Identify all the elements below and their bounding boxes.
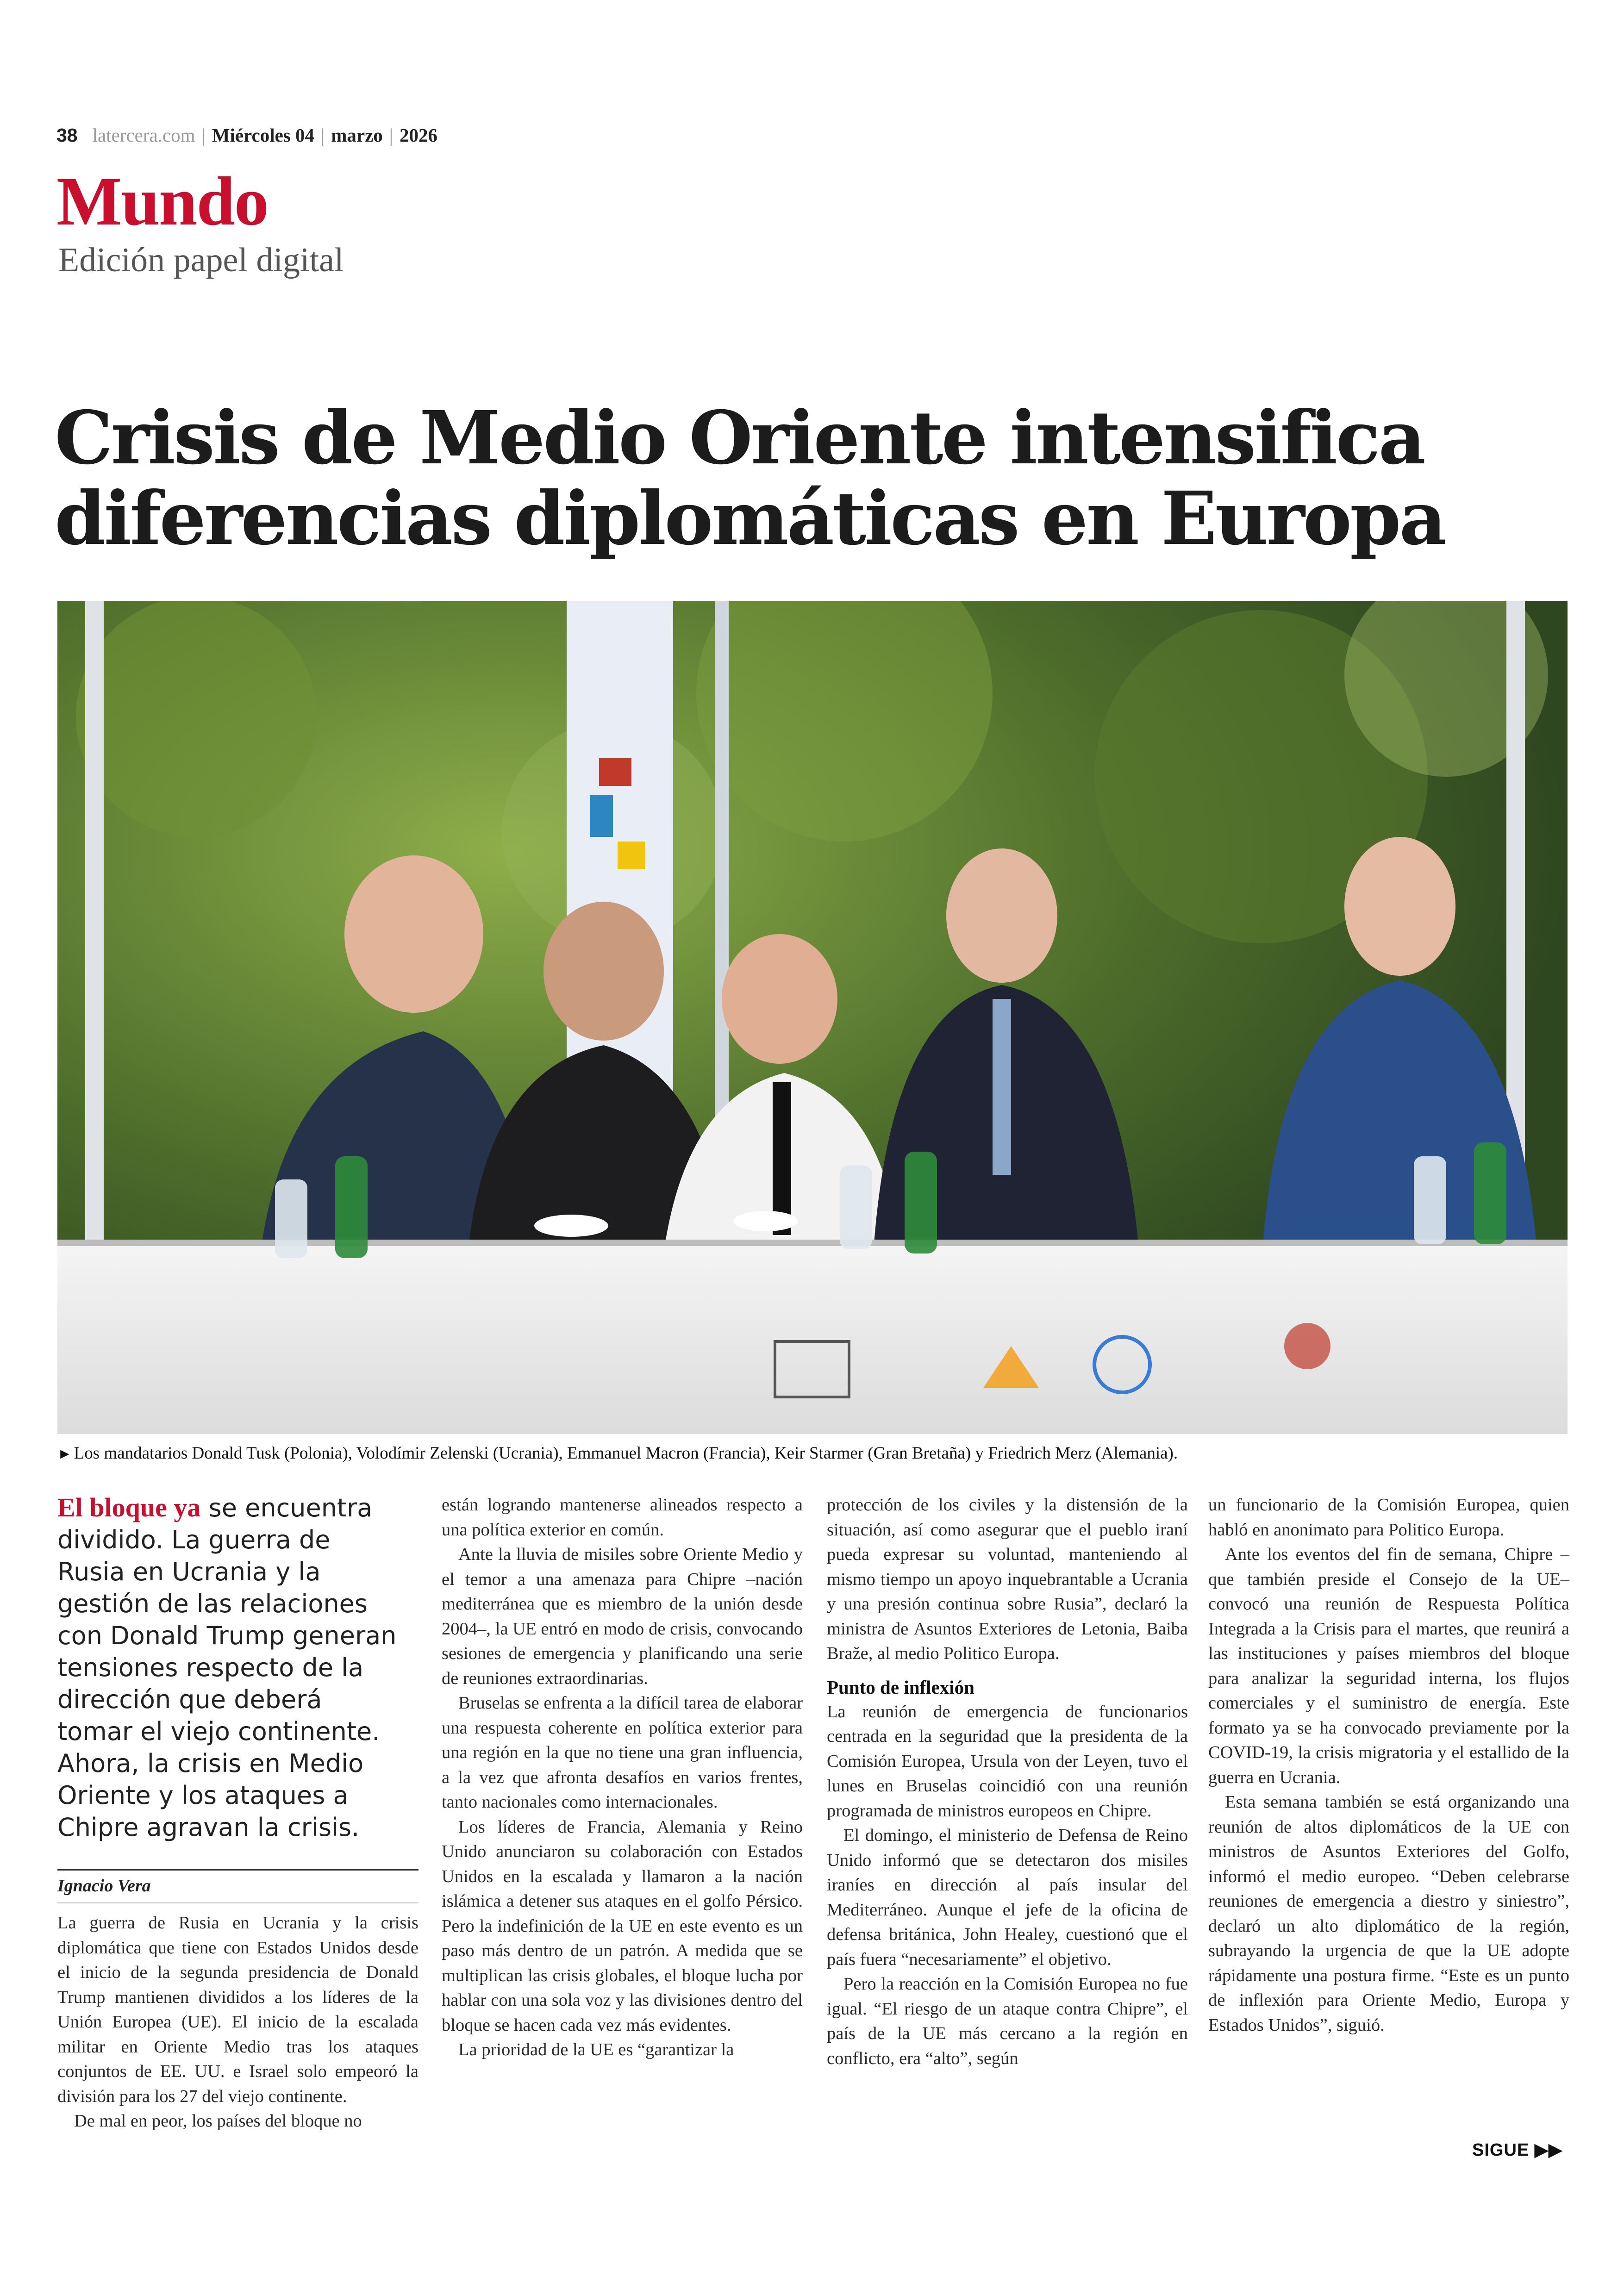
column-1 (57, 1911, 418, 2134)
caption-text: Los mandatarios Donald Tusk (Polonia), Volodímir Zelenski (Ucrania), Emmanuel Macron (Francia), Keir Starmer (Gran Bretaña) y Friedrich Merz (Alemania). (74, 1444, 1178, 1463)
paragraph: Bruselas se enfrenta a la difícil tarea de elaborar una respuesta coherente en política exterior para una región en la que no tiene una gran influencia, a la vez que afronta desafíos en varios frentes, tanto nacionales como internacionales. (442, 1693, 803, 1812)
paragraph: están logrando mantenerse alineados respecto a una política exterior en común. (442, 1495, 803, 1540)
headline-line-2: diferencias diplomáticas en Europa (55, 476, 1445, 561)
article-headline (55, 395, 1573, 561)
author-byline: Ignacio Vera (57, 1876, 151, 1896)
headline-line-1: Crisis de Medio Oriente intensifica (55, 395, 1424, 481)
triangle-right-icon: ► (57, 1445, 72, 1462)
paragraph: Esta semana también se está organizando una reunión de altos diplomáticos de la UE con ministros de Asuntos Exteriores del Golfo, informó el medio europeo. “Deben celebrarse reuniones de emergencia a diestro y siniestro”, declaró un alto diplomático de la región, subrayando la urgencia de que la UE adopte rápidamente una postura firme. “Este es un punto de inflexión para Oriente Medio, Europa y Estados Unidos”, siguió. (1208, 1792, 1569, 2035)
author-divider (57, 1902, 418, 1903)
paragraph: El domingo, el ministerio de Defensa de Reino Unido informó que se detectaron dos misiles iraníes en dirección al país insular del Mediterráneo. Aunque el jefe de la oficina de defensa británica, John Healey, cuestionó que el país fuera “necesariamente” el objetivo. (827, 1826, 1188, 1969)
paragraph: protección de los civiles y la distensión de la situación, así como asegurar que el pueblo iraní pueda expresar su voluntad, manteniendo al mismo tiempo un apoyo inquebrantable a Ucrania y una presión continua sobre Rusia”, declaró la ministra de Asuntos Exteriores de Letonia, Baiba Braže, al medio Politico Europa. (827, 1495, 1188, 1663)
issue-year: 2026 (400, 125, 437, 146)
page-header-line: 38 latercera.com | Miércoles 04 | marzo | 2026 (56, 125, 437, 146)
paragraph: La prioridad de la UE es “garantizar la (458, 2040, 734, 2059)
issue-day: Miércoles 04 (212, 125, 314, 146)
column-4 (1208, 1493, 1569, 2038)
paragraph: La reunión de emergencia de funcionarios centrada en la seguridad que la presidenta de la Comisión Europea, Ursula von der Leyen, tuvo el lunes en Bruselas coincidió con una reunión programada de ministros europeos en Chipre. (827, 1702, 1188, 1821)
subheading: Punto de inflexión (827, 1676, 974, 1698)
article-lead (57, 1491, 400, 1843)
section-title: Mundo (56, 163, 268, 240)
paragraph: De mal en peor, los países del bloque no (74, 2111, 362, 2131)
article-photo (57, 601, 1568, 1434)
paragraph: Ante los eventos del fin de semana, Chipre –que también preside el Consejo de la UE– convocó una reunión de Respuesta Política Integrada a la Crisis para el martes, que reunirá a las instituciones y países miembros del bloque para analizar la seguridad interna, los flujos comerciales y el suministro de energía. Este formato ya se ha convocado previamente por la COVID-19, la crisis migratoria y el estallido de la guerra en Ucrania. (1208, 1545, 1569, 1787)
paragraph: La guerra de Rusia en Ucrania y la crisis diplomática que tiene con Estados Unidos desde el inicio de la segunda presidencia de Donald Trump mantienen divididos a los líderes de la Unión Europea (UE). El inicio de la escalada militar en Oriente Medio tras los ataques conjuntos de EE. UU. e Israel solo empeoró la división para los 27 del viejo continente. (57, 1913, 418, 2106)
paragraph: un funcionario de la Comisión Europea, quien habló en anonimato para Politico Europa. (1208, 1495, 1569, 1540)
lead-highlight: El bloque ya (57, 1492, 201, 1522)
column-3 (827, 1493, 1188, 2071)
continue-label: SIGUE (1472, 2140, 1530, 2160)
paragraph: Ante la lluvia de misiles sobre Oriente Medio y el temor a una amenaza para Chipre –nación mediterránea que es miembro de la unión desde 2004–, la UE entró en modo de crisis, convocando sesiones de emergencia y planificando una serie de reuniones extraordinarias. (442, 1545, 803, 1688)
lead-text: se encuentra dividido. La guerra de Rusia en Ucrania y la gestión de las relaciones con Donald Trump generan tensiones respecto de la dirección que deberá tomar el viejo continente. Ahora, la crisis en Medio Oriente y los ataques a Chipre agravan la crisis. (57, 1493, 397, 1842)
column-2 (442, 1493, 803, 2063)
issue-month: marzo (331, 125, 383, 146)
double-arrow-right-icon: ▶▶ (1534, 2140, 1563, 2160)
photo-caption (57, 1443, 1568, 1463)
paragraph: Los líderes de Francia, Alemania y Reino Unido anunciaron su colaboración con Estados Unidos en la escalada y llamaron a la nación islámica a detener sus ataques en el golfo Pérsico. Pero la indefinición de la UE en este evento es un paso más dentro de un patrón. A medida que se multiplican las crisis globales, el bloque lucha por hablar con una sola voz y las divisiones dentro del bloque se hacen cada vez más evidentes. (442, 1817, 803, 2035)
author-rule (57, 1869, 418, 1871)
edition-label: Edición papel digital (58, 241, 344, 279)
site-name[interactable]: latercera.com (92, 125, 195, 146)
continue-link[interactable] (1472, 2139, 1562, 2160)
paragraph: Pero la reacción en la Comisión Europea no fue igual. “El riesgo de un ataque contra Chipre”, el país de la UE más cercano a la región en conflicto, era “alto”, según (827, 1974, 1188, 2068)
page-number: 38 (56, 125, 78, 146)
